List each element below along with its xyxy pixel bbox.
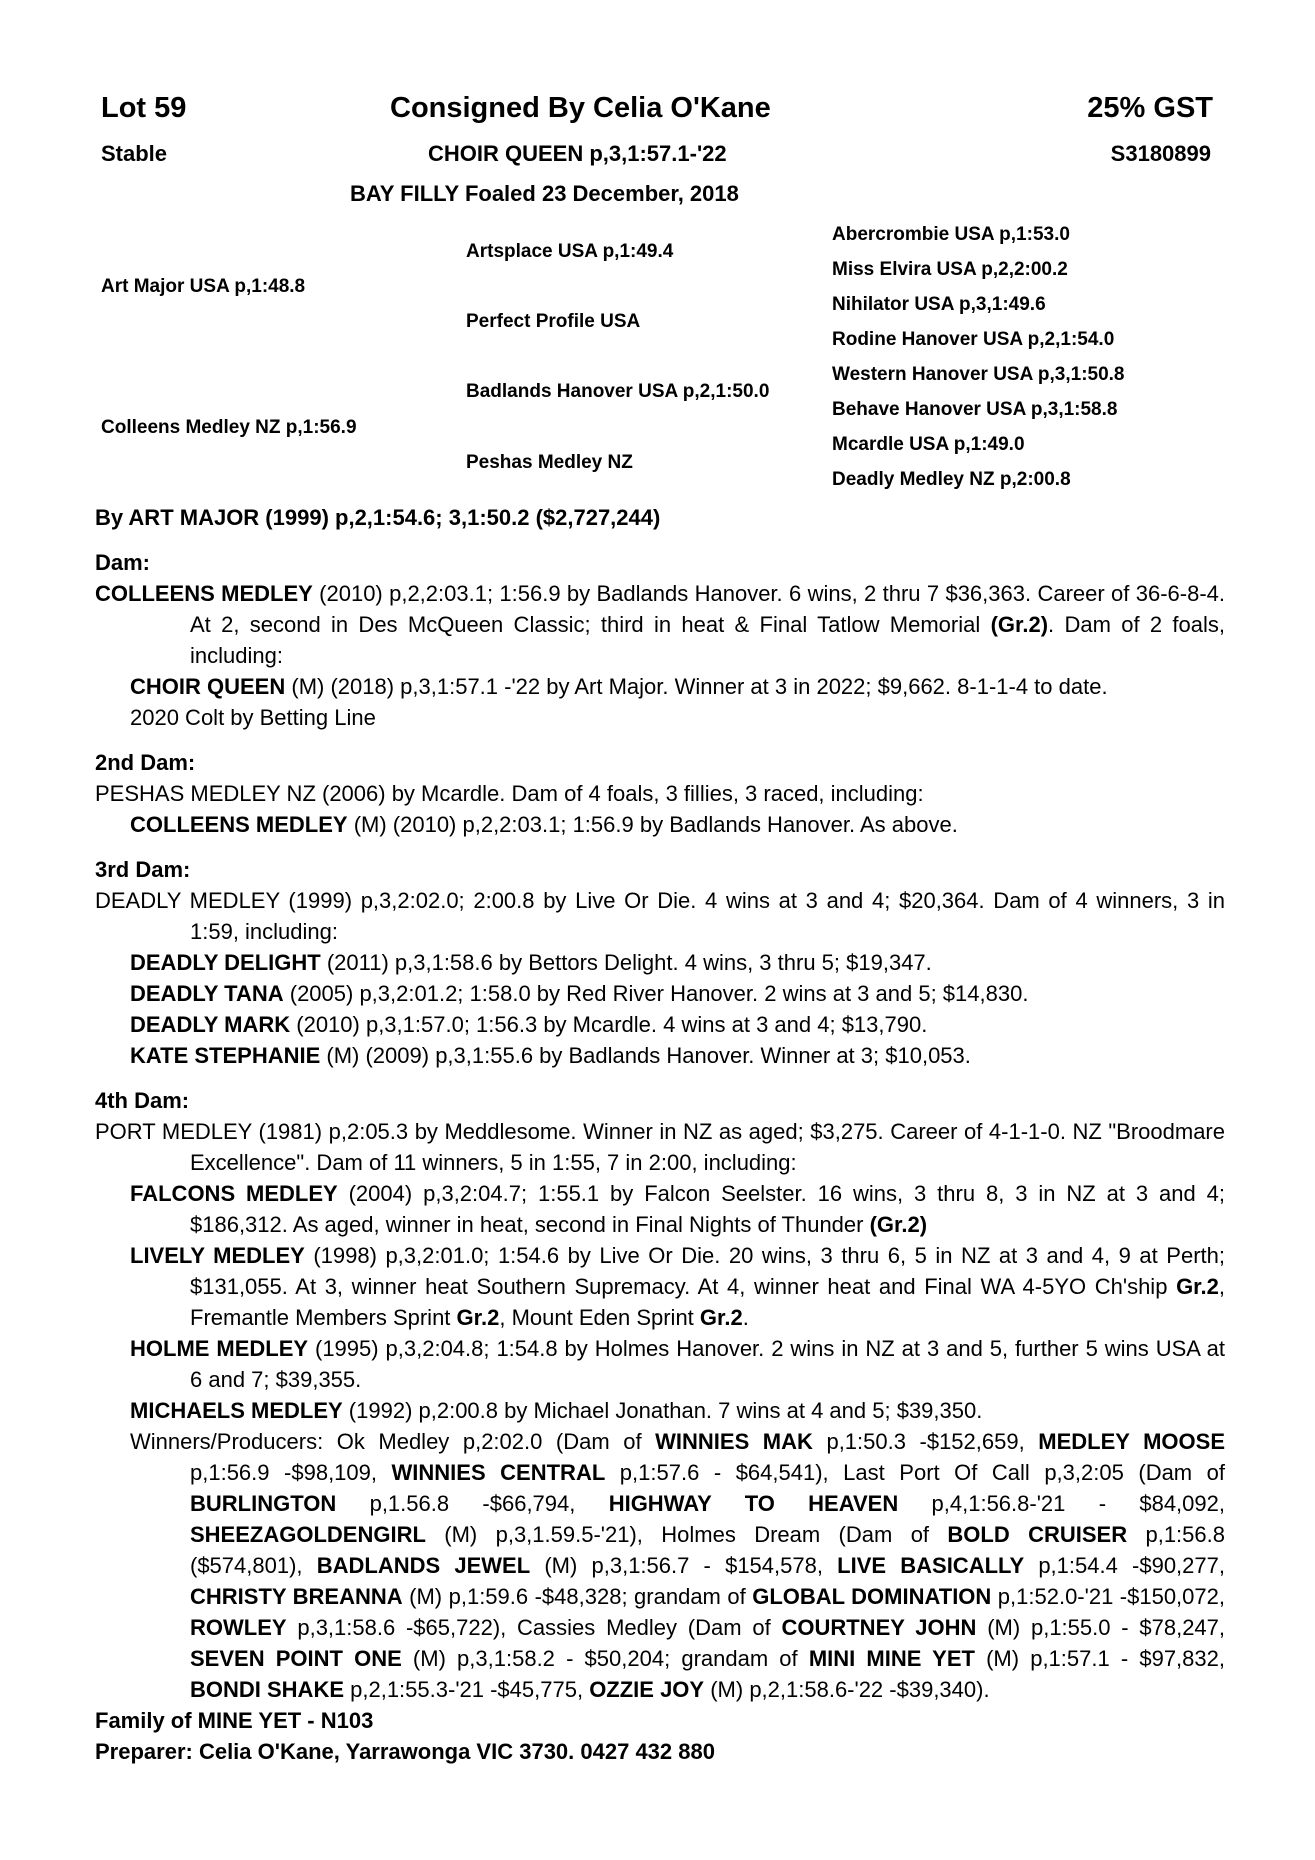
wp-text: p,1:52.0-'21 -$150,072,: [991, 1584, 1225, 1609]
wp-horse-name: MINI MINE YET: [808, 1646, 975, 1671]
wp-horse-name: ROWLEY: [190, 1615, 287, 1640]
wp-horse-name: BURLINGTON: [190, 1491, 337, 1516]
wp-horse-name: BADLANDS JEWEL: [316, 1553, 531, 1578]
offspring-text: (2010) p,3,1:57.0; 1:56.3 by Mcardle. 4 wins at 3 and 4; $13,790.: [290, 1012, 928, 1037]
wp-text: (M) p,3,1:56.7 - $154,578,: [530, 1553, 838, 1578]
wp-horse-name: GLOBAL DOMINATION: [752, 1584, 992, 1609]
fourth-dam-offspring-4: [95, 1395, 1225, 1426]
second-dam-heading: 2nd Dam:: [95, 750, 196, 775]
pedigree-sire-dam: Perfect Profile USA: [466, 311, 641, 332]
wp-text: (M) p,1:55.0 - $78,247,: [976, 1615, 1226, 1640]
offspring-grade: Gr.2: [699, 1305, 743, 1330]
offspring-text: (2011) p,3,1:58.6 by Bettors Delight. 4 wins, 3 thru 5; $19,347.: [320, 950, 932, 975]
offspring-name: COLLEENS MEDLEY: [130, 812, 348, 837]
dam-heading: Dam:: [95, 550, 151, 575]
offspring-text: (M) (2010) p,2,2:03.1; 1:56.9 by Badlands Hanover. As above.: [347, 812, 958, 837]
third-dam-offspring-4: [95, 1040, 1225, 1071]
wp-text: p,1:50.3 -$152,659,: [812, 1429, 1039, 1454]
pedigree-gen3-5: Western Hanover USA p,3,1:50.8: [832, 364, 1125, 385]
offspring-text: (2004) p,3,2:04.7; 1:55.1 by Falcon Seelster. 16 wins, 3 thru 8, 3 in NZ at 3 and 4; $186,312. As aged, winner in heat, second in Final Nights of Thunder: [190, 1181, 1225, 1237]
catalogue-code: S3180899: [1110, 141, 1211, 166]
pedigree-dam-sire: Badlands Hanover USA p,2,1:50.0: [466, 381, 770, 402]
dam-foal-2: 2020 Colt by Betting Line: [130, 705, 376, 730]
offspring-name: DEADLY MARK: [130, 1012, 291, 1037]
preparer-line: Preparer: Celia O'Kane, Yarrawonga VIC 3730. 0427 432 880: [95, 1739, 715, 1764]
pedigree-gen3-3: Nihilator USA p,3,1:49.6: [832, 294, 1046, 315]
pedigree-gen3-2: Miss Elvira USA p,2,2:00.2: [832, 259, 1068, 280]
pedigree-sire: Art Major USA p,1:48.8: [101, 276, 306, 297]
foal-name: CHOIR QUEEN: [130, 674, 286, 699]
wp-horse-name: BOLD CRUISER: [947, 1522, 1128, 1547]
offspring-text: , Mount Eden Sprint: [499, 1305, 700, 1330]
wp-text: (M) p,3,1:58.2 - $50,204; grandam of: [401, 1646, 809, 1671]
offspring-name: DEADLY TANA: [130, 981, 284, 1006]
pedigree-body: [95, 502, 1225, 1767]
fourth-dam-offspring-2: [95, 1240, 1225, 1333]
fourth-dam-offspring-1: [95, 1178, 1225, 1240]
lot-number: Lot 59: [101, 92, 187, 124]
dam-entry: [95, 578, 1225, 671]
fourth-dam-entry: PORT MEDLEY (1981) p,2:05.3 by Meddlesome. Winner in NZ as aged; $3,275. Career of 4-1-1-0. NZ "Broodmare Excellence". Dam of 11 winners, 5 in 1:55, 7 in 2:00, including:: [95, 1119, 1225, 1175]
offspring-grade: Gr.2: [1176, 1274, 1219, 1299]
wp-text: (M) p,3,1.59.5-'21), Holmes Dream (Dam of: [425, 1522, 948, 1547]
third-dam-offspring-2: [95, 978, 1225, 1009]
wp-text: (M) p,1:59.6 -$48,328; grandam of: [402, 1584, 753, 1609]
family-line: Family of MINE YET - N103: [95, 1708, 374, 1733]
stable-label: Stable: [101, 141, 168, 166]
gst-rate: 25% GST: [1087, 92, 1213, 124]
horse-title: CHOIR QUEEN p,3,1:57.1-'22: [428, 141, 727, 166]
dam-tail: . Dam of 2 foals, including:: [190, 612, 1225, 668]
pedigree-gen3-1: Abercrombie USA p,1:53.0: [832, 224, 1070, 245]
pedigree-gen3-6: Behave Hanover USA p,3,1:58.8: [832, 399, 1118, 420]
offspring-name: HOLME MEDLEY: [130, 1336, 309, 1361]
wp-horse-name: WINNIES CENTRAL: [391, 1460, 606, 1485]
pedigree-dam-dam: Peshas Medley NZ: [466, 452, 633, 473]
wp-horse-name: BONDI SHAKE: [190, 1677, 345, 1702]
fourth-dam-heading: 4th Dam:: [95, 1088, 190, 1113]
pedigree-sire-sire: Artsplace USA p,1:49.4: [466, 241, 674, 262]
third-dam-entry: DEADLY MEDLEY (1999) p,3,2:02.0; 2:00.8 by Live Or Die. 4 wins at 3 and 4; $20,364. Dam of 4 winners, 3 in 1:59, including:: [95, 888, 1225, 944]
wp-horse-name: MEDLEY MOOSE: [1038, 1429, 1225, 1454]
third-dam-offspring-3: [95, 1009, 1225, 1040]
wp-text: p,1:56.9 -$98,109,: [190, 1460, 392, 1485]
wp-horse-name: SHEEZAGOLDENGIRL: [190, 1522, 426, 1547]
offspring-text: .: [742, 1305, 749, 1330]
foal-text: (M) (2018) p,3,1:57.1 -'22 by Art Major. Winner at 3 in 2022; $9,662. 8-1-1-4 to date.: [285, 674, 1108, 699]
wp-horse-name: HIGHWAY TO HEAVEN: [608, 1491, 899, 1516]
wp-horse-name: COURTNEY JOHN: [781, 1615, 977, 1640]
offspring-name: DEADLY DELIGHT: [130, 950, 321, 975]
dam-grade: (Gr.2): [990, 612, 1049, 637]
wp-text: p,1.56.8 -$66,794,: [336, 1491, 609, 1516]
pedigree-dam: Colleens Medley NZ p,1:56.9: [101, 417, 357, 438]
wp-text: p,2,1:55.3-'21 -$45,775,: [344, 1677, 590, 1702]
wp-text: p,1:54.4 -$90,277,: [1024, 1553, 1225, 1578]
offspring-text: (1995) p,3,2:04.8; 1:54.8 by Holmes Hanover. 2 wins in NZ at 3 and 5, further 5 wins USA at 6 and 7; $39,355.: [190, 1336, 1225, 1392]
fourth-dam-offspring-3: [95, 1333, 1225, 1395]
wp-text: p,3,1:58.6 -$65,722), Cassies Medley (Dam of: [286, 1615, 782, 1640]
wp-horse-name: OZZIE JOY: [589, 1677, 705, 1702]
wp-text: p,1:57.6 - $64,541), Last Port Of Call p,3,2:05 (Dam of: [605, 1460, 1226, 1485]
offspring-text: (2005) p,3,2:01.2; 1:58.0 by Red River Hanover. 2 wins at 3 and 5; $14,830.: [283, 981, 1029, 1006]
wp-text: Winners/Producers: Ok Medley p,2:02.0 (Dam of: [130, 1429, 656, 1454]
pedigree-gen3-8: Deadly Medley NZ p,2:00.8: [832, 469, 1071, 490]
wp-text: p,4,1:56.8-'21 - $84,092,: [898, 1491, 1225, 1516]
pedigree-gen3-4: Rodine Hanover USA p,2,1:54.0: [832, 329, 1115, 350]
offspring-text: , Fremantle Members Sprint: [190, 1274, 1225, 1330]
offspring-grade: Gr.2: [456, 1305, 500, 1330]
horse-description: BAY FILLY Foaled 23 December, 2018: [350, 181, 739, 206]
dam-text: (2010) p,2,2:03.1; 1:56.9 by Badlands Hanover. 6 wins, 2 thru 7 $36,363. Career of 36-6-8-4. At 2, second in Des McQueen Classic; third in heat & Final Tatlow Memorial: [190, 581, 1225, 637]
wp-horse-name: SEVEN POINT ONE: [190, 1646, 402, 1671]
second-dam-offspring-1: [95, 809, 1225, 840]
offspring-name: MICHAELS MEDLEY: [130, 1398, 343, 1423]
wp-text: p,1:56.8 ($574,801),: [190, 1522, 1225, 1578]
third-dam-heading: 3rd Dam:: [95, 857, 191, 882]
offspring-text: (1992) p,2:00.8 by Michael Jonathan. 7 wins at 4 and 5; $39,350.: [342, 1398, 983, 1423]
by-line: By ART MAJOR (1999) p,2,1:54.6; 3,1:50.2 ($2,727,244): [95, 505, 661, 530]
dam-name: COLLEENS MEDLEY: [95, 581, 313, 606]
consignor: Consigned By Celia O'Kane: [390, 92, 771, 124]
third-dam-offspring-1: [95, 947, 1225, 978]
winners-producers: [95, 1426, 1225, 1705]
offspring-name: FALCONS MEDLEY: [130, 1181, 338, 1206]
wp-text: (M) p,2,1:58.6-'22 -$39,340).: [704, 1677, 990, 1702]
dam-foal-1: [95, 671, 1225, 702]
pedigree-gen3-7: Mcardle USA p,1:49.0: [832, 434, 1025, 455]
offspring-text: (1998) p,3,2:01.0; 1:54.6 by Live Or Die. 20 wins, 3 thru 6, 5 in NZ at 3 and 4, 9 at Perth; $131,055. At 3, winner heat Southern Supremacy. At 4, winner heat and Final WA 4-5YO Ch'ship: [190, 1243, 1225, 1299]
wp-horse-name: LIVE BASICALLY: [837, 1553, 1025, 1578]
offspring-text: (M) (2009) p,3,1:55.6 by Badlands Hanover. Winner at 3; $10,053.: [320, 1043, 971, 1068]
wp-horse-name: CHRISTY BREANNA: [190, 1584, 403, 1609]
offspring-name: LIVELY MEDLEY: [130, 1243, 305, 1268]
wp-horse-name: WINNIES MAK: [655, 1429, 813, 1454]
wp-text: (M) p,1:57.1 - $97,832,: [974, 1646, 1225, 1671]
second-dam-entry: PESHAS MEDLEY NZ (2006) by Mcardle. Dam of 4 foals, 3 fillies, 3 raced, including:: [95, 781, 924, 806]
offspring-grade: (Gr.2): [869, 1212, 928, 1237]
offspring-name: KATE STEPHANIE: [130, 1043, 321, 1068]
